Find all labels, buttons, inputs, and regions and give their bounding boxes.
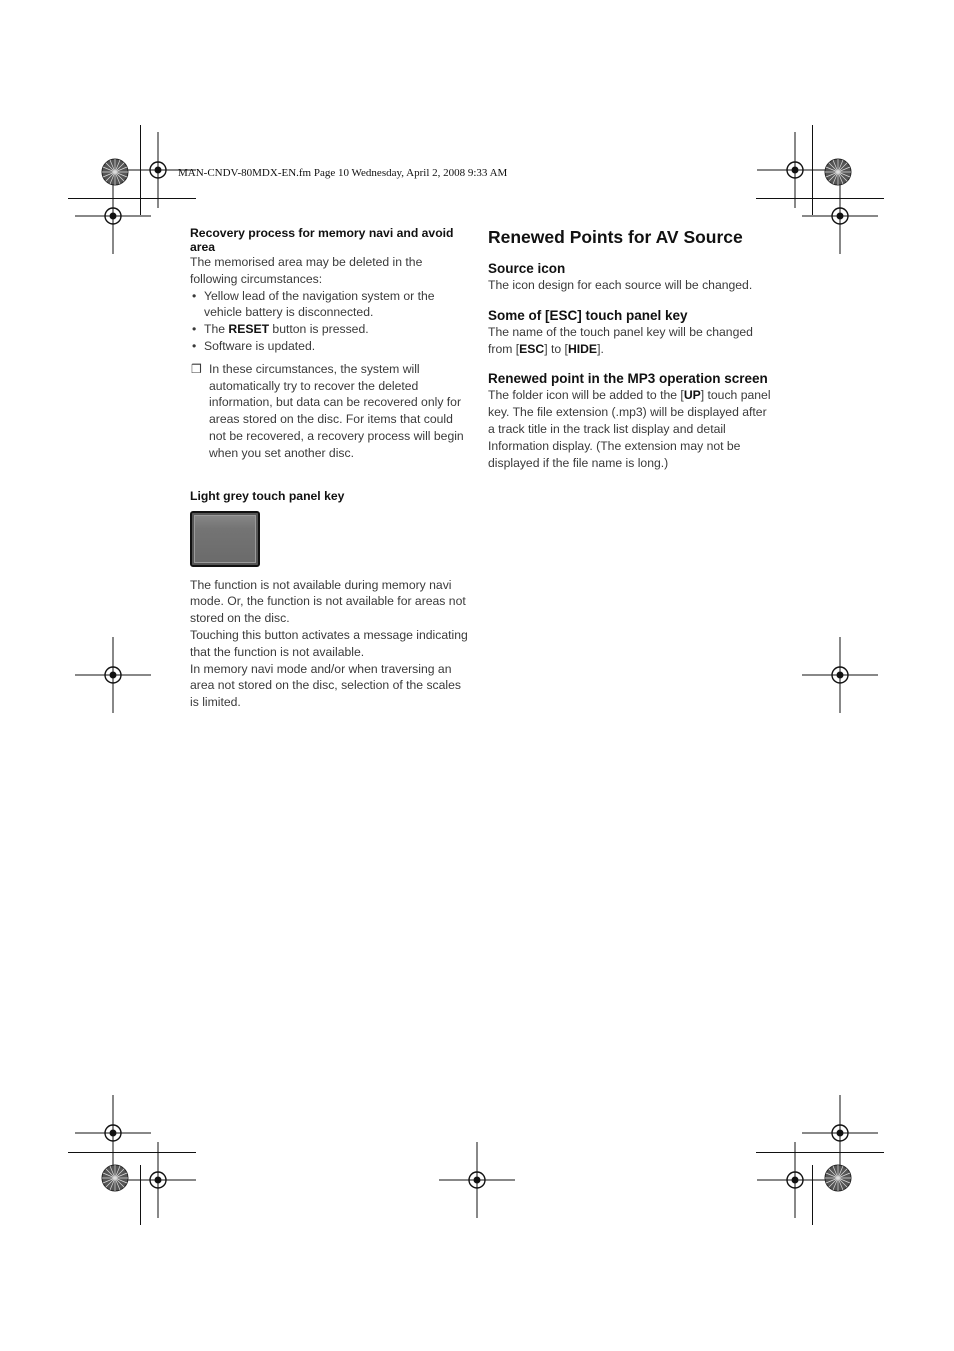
bullet-text: The — [204, 322, 229, 337]
bullet-text: Software is updated. — [204, 338, 316, 353]
hide-key-label: HIDE — [567, 341, 598, 356]
note-text: In these circumstances, the system will automatically try to recover the deleted information, but data can be recovered only for areas stored on the disc. For items that could not be recovered, a recovery process will begin when you set another disc. — [209, 361, 464, 460]
grey-key-paragraph-2: Touching this button activates a message indicating that the function is not available. — [190, 627, 468, 659]
section-title: Renewed Points for AV Source — [488, 227, 743, 247]
grey-key-heading: Light grey touch panel key — [190, 488, 345, 503]
reset-key-label: RESET — [228, 322, 270, 337]
grey-key-paragraph-3: In memory navi mode and/or when traversing an area not stored on the disc, selection of the scales is limited. — [190, 661, 461, 710]
up-key-label: UP — [683, 388, 701, 403]
source-icon-heading: Source icon — [488, 261, 566, 276]
grey-key-paragraph-1: The function is not available during memory navi mode. Or, the function is not available for areas not stored on the disc. — [190, 577, 466, 626]
file-info-header: MAN-CNDV-80MDX-EN.fm Page 10 Wednesday, April 2, 2008 9:33 AM — [178, 167, 508, 179]
note-box-icon: ❒ — [191, 361, 202, 376]
esc-key-body: The name of the touch panel key will be changed from [ESC] to [HIDE]. — [488, 324, 753, 356]
mp3-body: The folder icon will be added to the [UP] touch panel key. The file extension (.mp3) will be displayed after a track title in the track list display and detail Information display. (The extension may not be displayed if the file name is long.) — [488, 388, 771, 470]
mp3-heading: Renewed point in the MP3 operation screen — [488, 371, 768, 387]
esc-key-label: ESC — [519, 341, 545, 356]
recovery-heading: Recovery process for memory navi and avoid area — [190, 226, 454, 254]
esc-key-heading: Some of [ESC] touch panel key — [488, 307, 688, 323]
bullet-icon: • — [192, 322, 197, 337]
bullet-text: Yellow lead of the navigation system or the vehicle battery is disconnected. — [204, 288, 435, 320]
source-icon-body: The icon design for each source will be changed. — [488, 278, 753, 292]
bullet-icon: • — [192, 288, 197, 303]
bullet-text-tail: button is pressed. — [269, 322, 369, 337]
recovery-intro: The memorised area may be deleted in the following circumstances: — [190, 255, 423, 286]
bullet-icon: • — [192, 338, 197, 353]
